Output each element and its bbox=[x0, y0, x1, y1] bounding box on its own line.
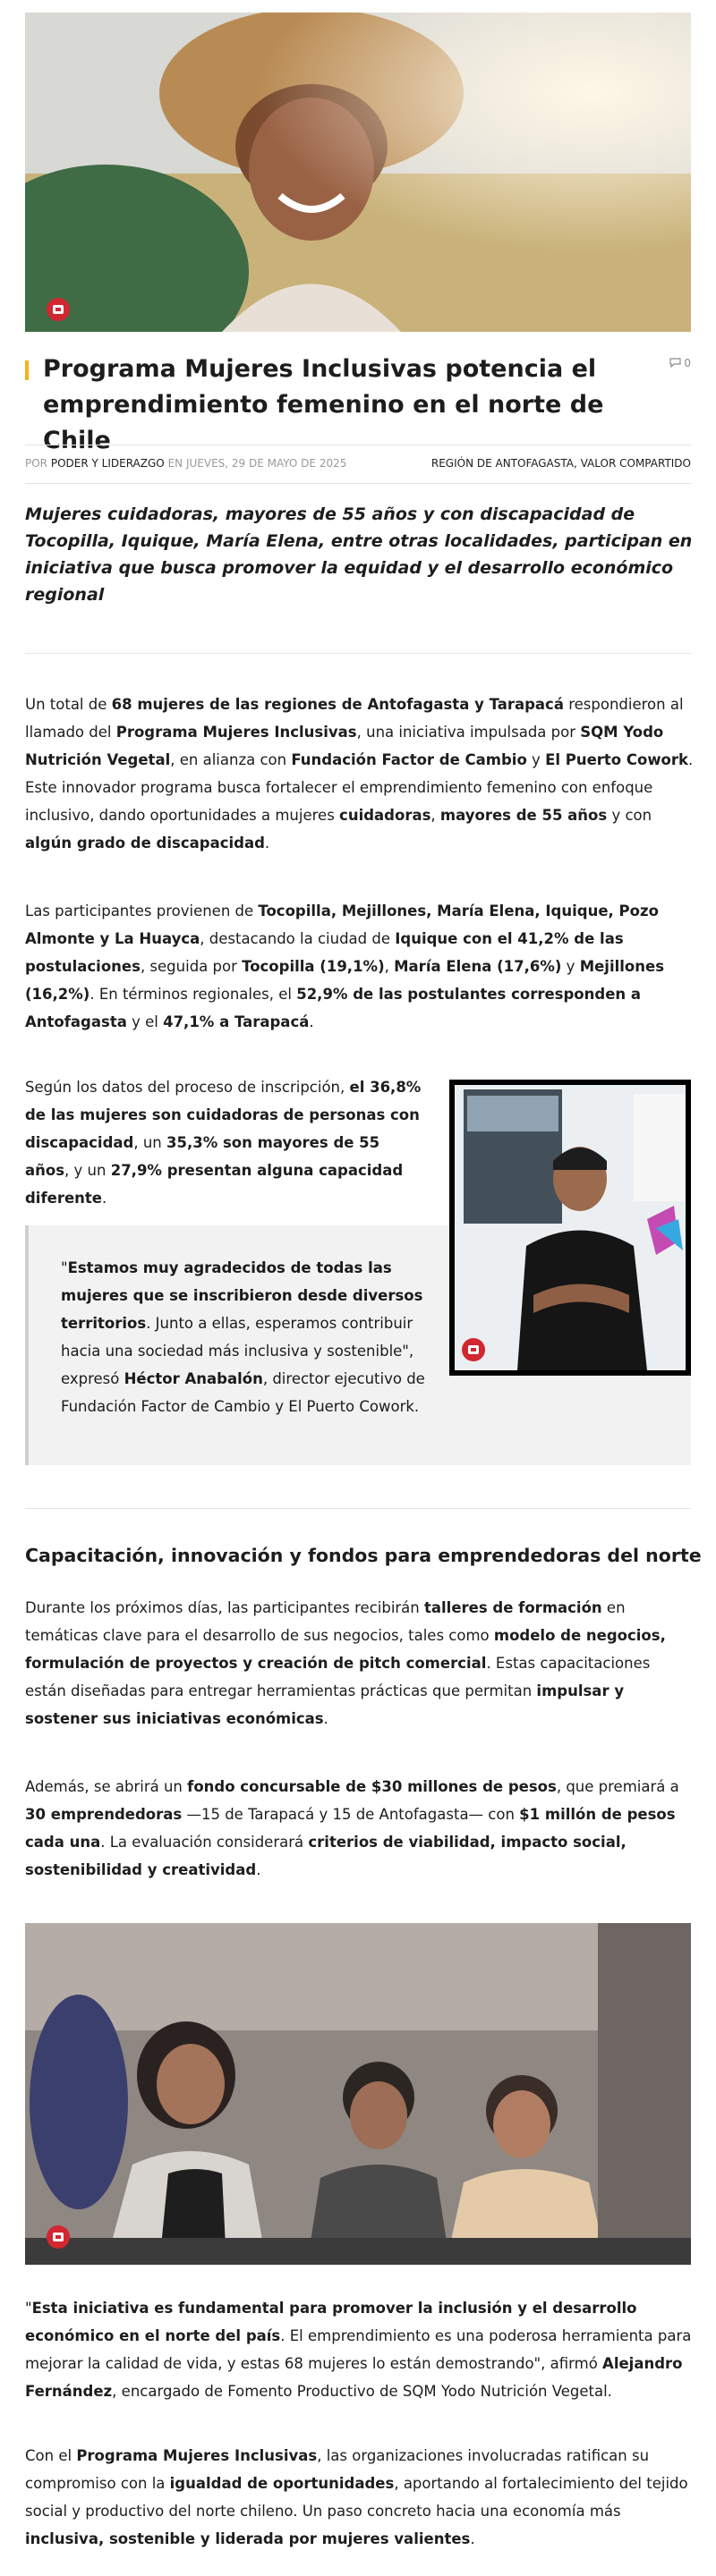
bold-text: mayores de 55 años bbox=[439, 807, 608, 824]
text: . bbox=[102, 1190, 107, 1207]
text: respondieron al llamado del bbox=[25, 696, 684, 741]
bold-text: talleres de formación bbox=[424, 1599, 602, 1616]
bold-text: igualdad de oportunidades bbox=[169, 2475, 395, 2492]
text: y el bbox=[126, 1013, 164, 1030]
paragraph-3 bbox=[25, 1073, 428, 1212]
publish-date: JUEVES, 29 DE MAYO DE 2025 bbox=[185, 457, 347, 470]
bold-text: María Elena (17,6%) bbox=[394, 958, 562, 975]
article-meta bbox=[25, 445, 691, 484]
section-heading: Capacitación, innovación y fondos para emprendedoras del norte bbox=[25, 1545, 702, 1566]
article-title: Programa Mujeres Inclusivas potencia el emprendimiento femenino en el norte de Chile bbox=[43, 355, 604, 454]
article-lead: Mujeres cuidadoras, mayores de 55 años y con discapacidad de Tocopilla, Iquique, María Elena, entre otras localidades, participan en iniciativa que busca promover la equidad y el desarrollo económico regional bbox=[25, 504, 693, 605]
article-header bbox=[25, 352, 691, 454]
text: . La evaluación considerará bbox=[100, 1834, 309, 1851]
text: en temáticas clave para el desarrollo de sus negocios, tales como bbox=[25, 1599, 626, 1644]
hero-illustration bbox=[25, 13, 691, 332]
quote-text bbox=[61, 1254, 446, 1420]
bold-text: cuidadoras bbox=[339, 807, 431, 824]
bold-text: SQM Yodo Nutrición Vegetal bbox=[25, 724, 664, 768]
bold-text: 35,3% son mayores de 55 años bbox=[25, 1134, 380, 1179]
text: Según los datos del proceso de inscripción, bbox=[25, 1079, 350, 1096]
bold-text: Mejillones (16,2%) bbox=[25, 958, 665, 1003]
divider bbox=[25, 653, 691, 654]
bold-text: El Puerto Cowork bbox=[545, 751, 689, 768]
text: . Junto a ellas, esperamos contribuir hacia una sociedad más inclusiva y sostenible", expresó bbox=[61, 1315, 414, 1387]
text: Durante los próximos días, las participantes recibirán bbox=[25, 1599, 424, 1616]
text: y bbox=[561, 958, 580, 975]
bold-text: Tocopilla (19,1%) bbox=[242, 958, 385, 975]
bold-text: Fundación Factor de Cambio bbox=[291, 751, 527, 768]
brand-logo-icon bbox=[47, 298, 70, 321]
text: . bbox=[256, 1861, 261, 1878]
text: , director ejecutivo de Fundación Factor de Cambio y El Puerto Cowork. bbox=[61, 1370, 425, 1415]
text: y con bbox=[607, 807, 652, 824]
author-link[interactable]: PODER Y LIDERAZGO bbox=[50, 457, 165, 470]
brand-logo-icon bbox=[462, 1338, 485, 1361]
paragraph-4 bbox=[25, 1594, 695, 1733]
bold-text: 68 mujeres de las regiones de Antofagasta y Tarapacá bbox=[111, 696, 564, 713]
bold-text: Programa Mujeres Inclusivas bbox=[76, 2447, 318, 2464]
text: , encargado de Fomento Productivo de SQM Yodo Nutrición Vegetal. bbox=[112, 2383, 612, 2400]
bold-text: criterios de viabilidad, impacto social, sostenibilidad y creatividad bbox=[25, 1834, 626, 1878]
brand-logo-icon bbox=[47, 2225, 70, 2249]
text: , seguida por bbox=[140, 958, 243, 975]
meta-by: POR bbox=[25, 457, 48, 470]
text: , las organizaciones involucradas ratifican su compromiso con la bbox=[25, 2447, 650, 2492]
text: Las participantes provienen de bbox=[25, 902, 259, 919]
bold-text: $1 millón de pesos cada una bbox=[25, 1806, 676, 1851]
bold-text: modelo de negocios, formulación de proyectos y creación de pitch comercial bbox=[25, 1627, 666, 1672]
text: " bbox=[61, 1259, 68, 1276]
text: , aportando al fortalecimiento del tejido social y productivo del norte chileno. Un paso concreto hacia una economía más bbox=[25, 2475, 688, 2520]
text: Un total de bbox=[25, 696, 112, 713]
text: . Estas capacitaciones están diseñadas para entregar herramientas prácticas que permitan bbox=[25, 1655, 651, 1699]
bold-text: el 36,8% de las mujeres son cuidadoras de personas con discapacidad bbox=[25, 1079, 422, 1151]
bold-text: fondo concursable de $30 millones de pesos bbox=[187, 1778, 557, 1795]
comment-icon bbox=[669, 358, 681, 368]
bold-text: Alejandro Fernández bbox=[25, 2355, 683, 2400]
text: . bbox=[323, 1710, 328, 1727]
bold-text: 27,9% presentan alguna capacidad diferente bbox=[25, 1162, 404, 1207]
group-illustration bbox=[25, 1923, 691, 2265]
text: —15 de Tarapacá y 15 de Antofagasta— con bbox=[182, 1806, 520, 1823]
paragraph-1 bbox=[25, 691, 695, 857]
text: , y un bbox=[64, 1162, 111, 1179]
text: , que premiará a bbox=[556, 1778, 679, 1795]
portrait-photo bbox=[449, 1080, 691, 1376]
bold-text: 52,9% de las postulantes corresponden a Antofagasta bbox=[25, 986, 642, 1030]
comments-link[interactable] bbox=[669, 357, 691, 369]
paragraph-6 bbox=[25, 2294, 695, 2405]
text: . En términos regionales, el bbox=[90, 986, 297, 1003]
bold-text: 47,1% a Tarapacá bbox=[163, 1013, 310, 1030]
text: . bbox=[264, 835, 270, 852]
text: , destacando la ciudad de bbox=[200, 930, 396, 947]
bold-text: Iquique con el 41,2% de las postulaciones bbox=[25, 930, 624, 975]
text: y bbox=[526, 751, 546, 768]
bold-text: Héctor Anabalón bbox=[124, 1370, 263, 1387]
text: . bbox=[309, 1013, 314, 1030]
text: , una iniciativa impulsada por bbox=[356, 724, 581, 741]
bold-text: Estamos muy agradecidos de todas las mujeres que se inscribieron desde diversos territorios bbox=[61, 1259, 423, 1332]
paragraph-7 bbox=[25, 2442, 695, 2553]
meta-on: EN bbox=[167, 457, 183, 470]
text: " bbox=[25, 2300, 32, 2317]
paragraph-2 bbox=[25, 897, 695, 1036]
bold-text: inclusiva, sostenible y liderada por mujeres valientes bbox=[25, 2530, 471, 2547]
hero-image bbox=[25, 13, 691, 332]
text: . bbox=[470, 2530, 475, 2547]
paragraph-5 bbox=[25, 1773, 695, 1884]
group-photo bbox=[25, 1923, 691, 2265]
divider bbox=[25, 1508, 691, 1509]
text: . El emprendimiento es una poderosa herramienta para mejorar la calidad de vida, y estas 68 mujeres lo están demostrando", afirmó bbox=[25, 2327, 692, 2372]
text: , bbox=[430, 807, 440, 824]
text: , bbox=[384, 958, 395, 975]
bold-text: algún grado de discapacidad bbox=[25, 835, 265, 852]
text: Con el bbox=[25, 2447, 77, 2464]
bold-text: Esta iniciativa es fundamental para promover la inclusión y el desarrollo económico en el norte del país bbox=[25, 2300, 637, 2344]
portrait-illustration bbox=[455, 1085, 686, 1370]
bold-text: impulsar y sostener sus iniciativas económicas bbox=[25, 1682, 625, 1727]
category-tags[interactable]: REGIÓN DE ANTOFAGASTA, VALOR COMPARTIDO bbox=[430, 457, 691, 470]
text: . Este innovador programa busca fortalecer el emprendimiento femenino con enfoque inclusivo, dando oportunidades a mujeres bbox=[25, 751, 694, 824]
text: , en alianza con bbox=[170, 751, 292, 768]
text: Además, se abrirá un bbox=[25, 1778, 188, 1795]
text: , un bbox=[133, 1134, 166, 1151]
bold-text: Programa Mujeres Inclusivas bbox=[115, 724, 357, 741]
bold-text: Tocopilla, Mejillones, María Elena, Iquique, Pozo Almonte y La Huayca bbox=[25, 902, 659, 947]
comments-count: 0 bbox=[684, 357, 691, 369]
title-accent-bar bbox=[25, 360, 29, 380]
bold-text: 30 emprendedoras bbox=[25, 1806, 183, 1823]
